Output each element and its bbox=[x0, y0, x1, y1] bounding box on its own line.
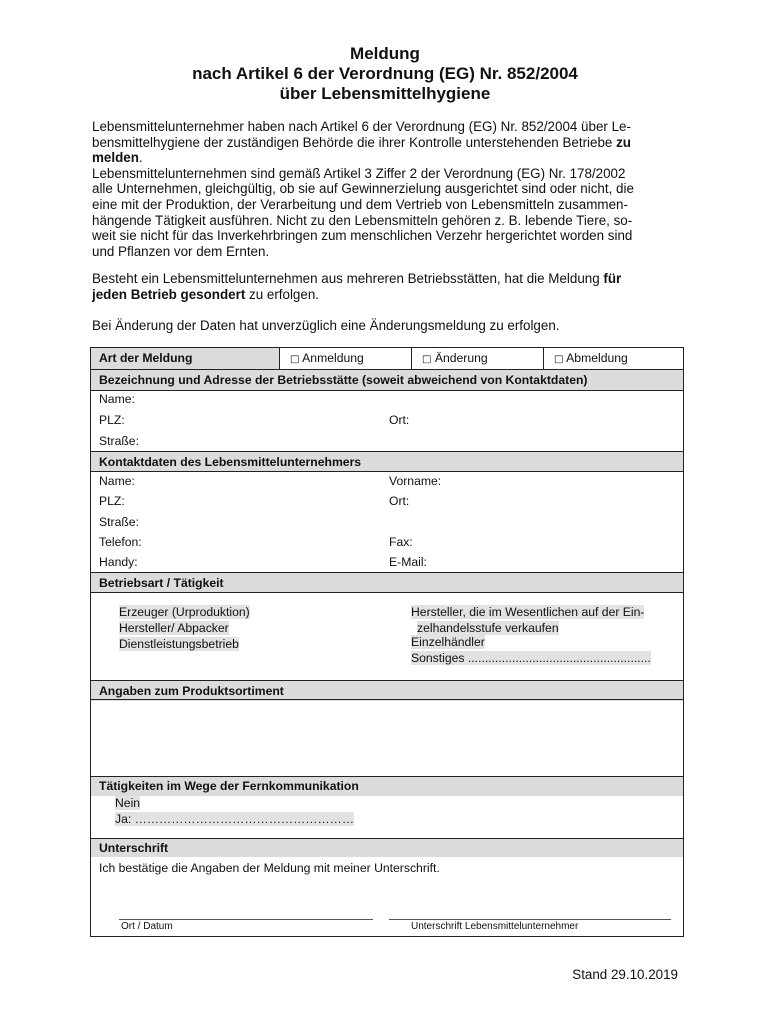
text-line: Besteht ein Lebensmittelunternehmen aus mehreren Betriebsstätten, hat die Meldung für bbox=[92, 271, 622, 286]
text-line: alle Unternehmen, gleichgültig, ob sie auf Gewinnerzielung ausgerichtet sind oder nicht, die bbox=[92, 181, 634, 197]
kontakt-plz-field[interactable]: PLZ: bbox=[99, 494, 125, 508]
text-line: hängende Tätigkeit ausführen. Nicht zu den Lebensmitteln gehören z. B. lebende Tiere, so- bbox=[92, 212, 633, 228]
checkbox-icon[interactable]: □ bbox=[554, 354, 564, 365]
text-line: Lebensmittelunternehmer haben nach Artikel 6 der Verordnung (EG) Nr. 852/2004 über Le- bbox=[92, 119, 631, 134]
fernkommunikation-options bbox=[101, 796, 354, 828]
betriebsart-header: Betriebsart / Tätigkeit bbox=[91, 573, 683, 593]
title-line-1: Meldung bbox=[350, 44, 420, 63]
betriebsstaette-header: Bezeichnung und Adresse der Betriebsstätte (soweit abweichend von Kontaktdaten) bbox=[91, 370, 683, 390]
text-line: jeden Betrieb gesondert zu erfolgen. bbox=[92, 286, 319, 302]
kontakt-vorname-field[interactable]: Vorname: bbox=[389, 474, 442, 488]
kontakt-telefon-field[interactable]: Telefon: bbox=[99, 535, 142, 549]
registration-form bbox=[90, 347, 684, 937]
betriebsstaette-ort-field[interactable]: Ort: bbox=[389, 413, 410, 427]
fern-nein-option[interactable] bbox=[101, 796, 354, 812]
betriebsstaette-plz-field[interactable]: PLZ: bbox=[99, 413, 125, 427]
unterschrift-statement: Ich bestätige die Angaben der Meldung mit meiner Unterschrift. bbox=[99, 861, 440, 875]
text-line: Lebensmittelunternehmen sind gemäß Artikel 3 Ziffer 2 der Verordnung (EG) Nr. 178/2002 bbox=[92, 165, 626, 181]
title-line-2: nach Artikel 6 der Verordnung (EG) Nr. 852/2004 bbox=[192, 64, 578, 83]
title-line-3: über Lebensmittelhygiene bbox=[279, 84, 491, 103]
text-line: weit sie nicht für das Inverkehrbringen zum menschlichen Verzehr hergerichtet worden sind bbox=[92, 228, 633, 244]
checkbox-icon[interactable]: □ bbox=[290, 354, 300, 365]
art-der-meldung-label: Art der Meldung bbox=[91, 348, 279, 369]
ort-datum-line[interactable] bbox=[119, 919, 373, 920]
option-label: Nein bbox=[115, 796, 141, 810]
fern-ja-option[interactable] bbox=[101, 812, 354, 828]
kontakt-ort-field[interactable]: Ort: bbox=[389, 494, 410, 508]
signature-caption: Unterschrift Lebensmittelunternehmer bbox=[411, 921, 579, 932]
betriebsstaette-name-field[interactable]: Name: bbox=[99, 392, 135, 406]
option-label: Hersteller/ Abpacker bbox=[119, 621, 229, 635]
checkbox-icon[interactable]: □ bbox=[422, 354, 432, 365]
aenderung-option[interactable] bbox=[411, 348, 543, 369]
abmeldung-option[interactable] bbox=[543, 348, 683, 369]
ort-datum-caption: Ort / Datum bbox=[121, 921, 173, 932]
divider bbox=[91, 390, 683, 391]
option-label: Erzeuger (Urproduktion) bbox=[119, 605, 250, 619]
betriebsstaette-strasse-field[interactable]: Straße: bbox=[99, 434, 139, 448]
option-label: Hersteller, die im Wesentlichen auf der Ein- bbox=[411, 605, 645, 619]
option-label: Sonstiges ...................................................... bbox=[411, 651, 651, 665]
option-label: Anmeldung bbox=[302, 351, 364, 365]
anmeldung-option[interactable] bbox=[279, 348, 411, 369]
option-label: Dienstleistungsbetrieb bbox=[119, 637, 239, 651]
sonstiges-option[interactable] bbox=[393, 651, 651, 667]
option-label-continued: zelhandelsstufe verkaufen bbox=[417, 621, 559, 635]
text-line: melden. bbox=[92, 150, 143, 166]
multi-site-paragraph bbox=[92, 271, 672, 302]
hersteller-abpacker-option[interactable] bbox=[101, 621, 250, 637]
text-line: bensmittelhygiene der zuständigen Behörde die ihrer Kontrolle unterstehenden Betriebe zu bbox=[92, 134, 631, 150]
kontakt-fax-field[interactable]: Fax: bbox=[389, 535, 413, 549]
produktsortiment-textarea[interactable] bbox=[91, 700, 683, 776]
divider bbox=[91, 592, 683, 593]
betriebsart-right-options bbox=[393, 605, 651, 667]
produktsortiment-header: Angaben zum Produktsortiment bbox=[91, 681, 683, 701]
option-label[interactable]: Ja: ……………………………………………… bbox=[115, 812, 355, 826]
hersteller-einzelhandel-option[interactable] bbox=[393, 605, 651, 621]
kontakt-email-field[interactable]: E-Mail: bbox=[389, 555, 427, 569]
option-label: Einzelhändler bbox=[411, 635, 485, 649]
betriebsart-left-options bbox=[101, 605, 250, 653]
einzelhaendler-option[interactable] bbox=[393, 635, 651, 651]
kontaktdaten-header: Kontaktdaten des Lebensmittelunternehmers bbox=[91, 452, 683, 472]
kontakt-name-field[interactable]: Name: bbox=[99, 474, 135, 488]
divider bbox=[91, 471, 683, 472]
dienstleistung-option[interactable] bbox=[101, 637, 250, 653]
option-label: Änderung bbox=[434, 351, 488, 365]
art-der-meldung-row bbox=[91, 348, 683, 369]
erzeuger-option[interactable] bbox=[101, 605, 250, 621]
text-line: Bei Änderung der Daten hat unverzüglich eine Änderungsmeldung zu erfolgen. bbox=[92, 318, 560, 333]
intro-paragraph bbox=[92, 119, 672, 259]
change-notice-paragraph bbox=[92, 318, 672, 334]
kontakt-strasse-field[interactable]: Straße: bbox=[99, 515, 139, 529]
footer-date: Stand 29.10.2019 bbox=[572, 967, 678, 982]
option-label: Abmeldung bbox=[566, 351, 628, 365]
kontakt-handy-field[interactable]: Handy: bbox=[99, 555, 138, 569]
unterschrift-header: Unterschrift bbox=[91, 839, 683, 857]
signature-line[interactable] bbox=[389, 919, 671, 920]
text-line: eine mit der Produktion, der Verarbeitung und dem Vertrieb von Lebensmitteln zusammen- bbox=[92, 196, 628, 212]
text-line: und Pflanzen vor dem Ernten. bbox=[92, 243, 270, 259]
fernkommunikation-header: Tätigkeiten im Wege der Fernkommunikation bbox=[91, 777, 683, 796]
